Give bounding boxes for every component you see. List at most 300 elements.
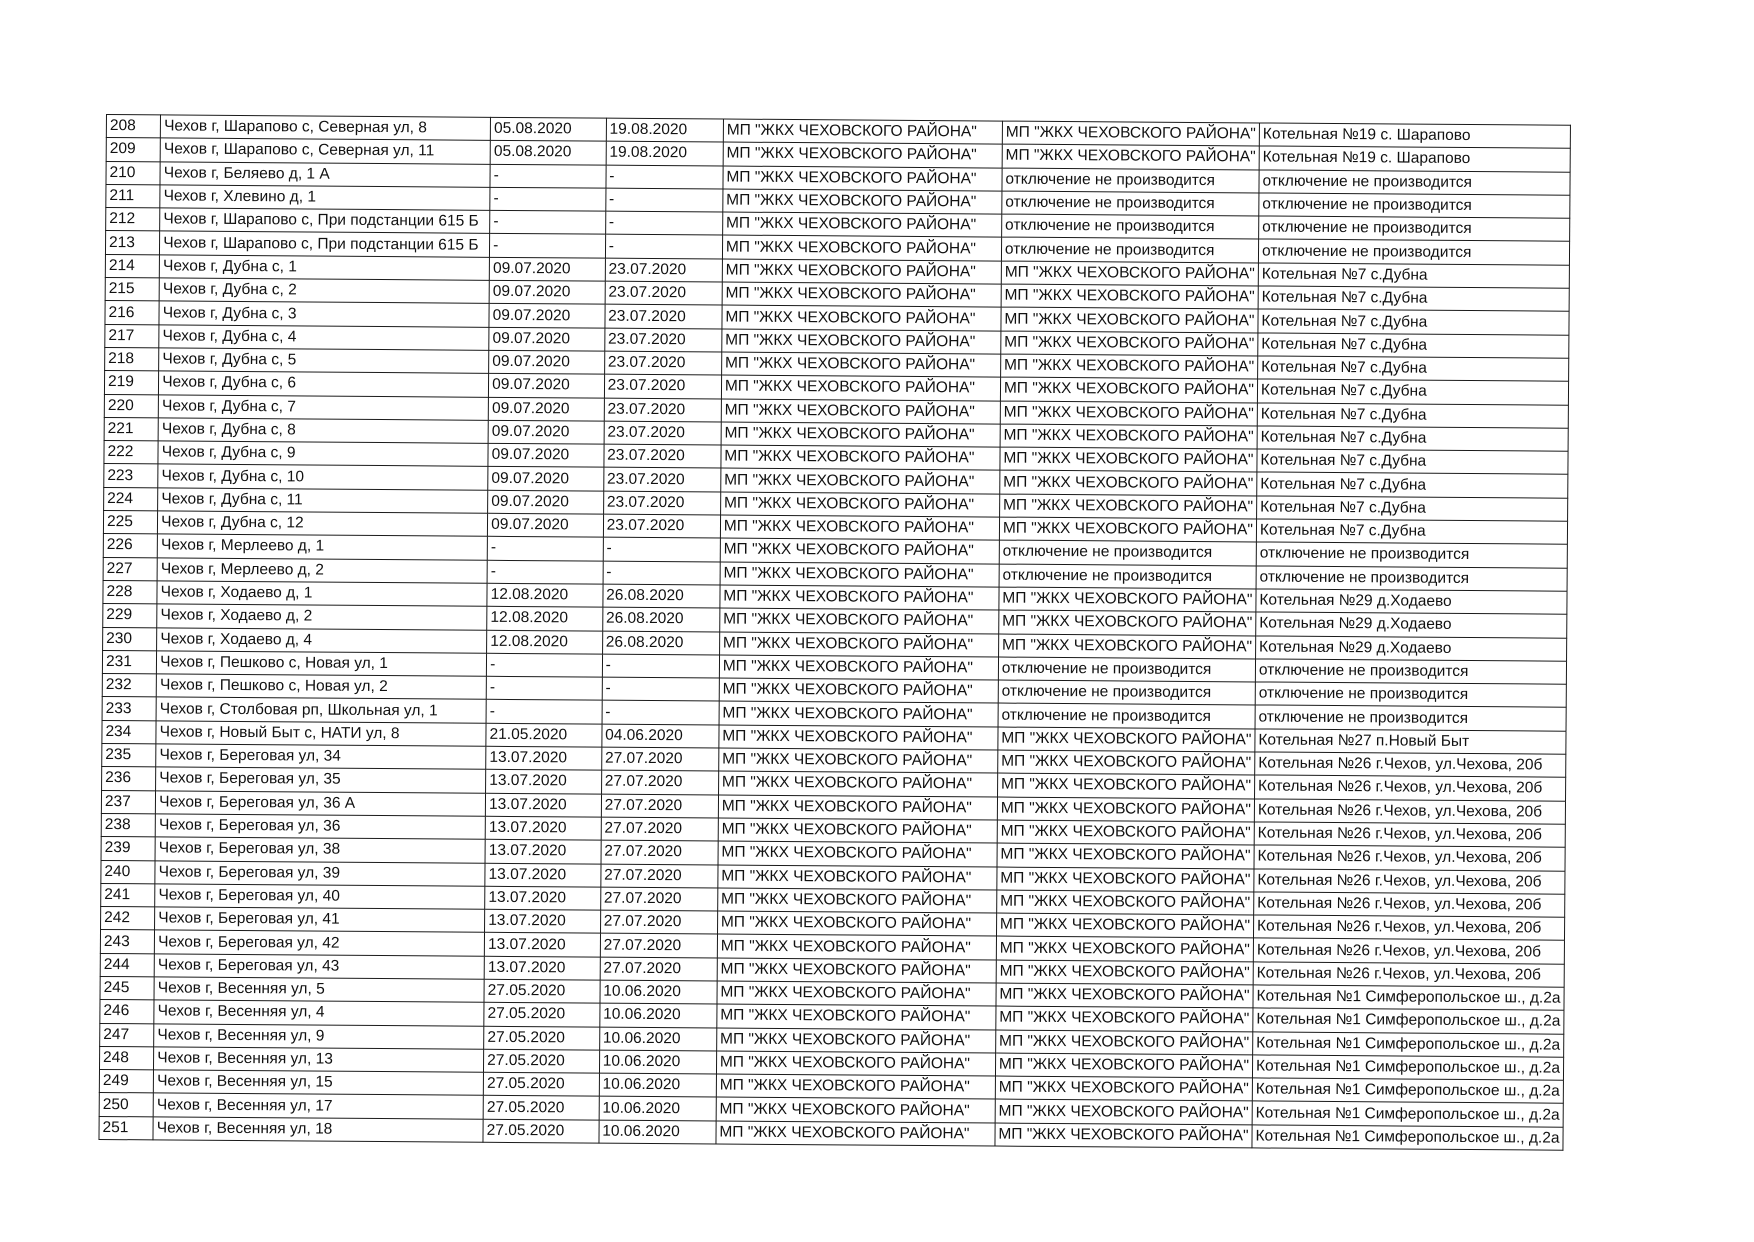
end-date-cell: 26.08.2020 (602, 631, 719, 655)
end-date-cell: 27.07.2020 (601, 817, 718, 841)
organization-cell: МП "ЖКХ ЧЕХОВСКОГО РАЙОНА" (718, 795, 997, 820)
end-date-cell: 10.06.2020 (599, 1120, 716, 1144)
boiler-house-cell: Котельная №1 Симферопольское ш., д.2а (1253, 985, 1564, 1011)
start-date-cell: 27.05.2020 (484, 1049, 600, 1073)
supplier-cell: МП "ЖКХ ЧЕХОВСКОГО РАЙОНА" (999, 517, 1256, 542)
start-date-cell: 27.05.2020 (483, 1072, 599, 1096)
start-date-cell: - (487, 537, 603, 561)
row-number-cell: 232 (102, 674, 156, 698)
row-number-cell: 231 (102, 650, 156, 674)
organization-cell: МП "ЖКХ ЧЕХОВСКОГО РАЙОНА" (720, 608, 999, 633)
end-date-cell: 27.07.2020 (601, 747, 718, 771)
end-date-cell: 23.07.2020 (604, 328, 721, 352)
organization-cell: МП "ЖКХ ЧЕХОВСКОГО РАЙОНА" (722, 329, 1001, 354)
end-date-cell: 26.08.2020 (603, 584, 720, 608)
boiler-house-cell: отключение не производится (1255, 659, 1566, 685)
boiler-house-cell: отключение не производится (1255, 682, 1566, 708)
address-cell: Чехов г, Весенняя ул, 17 (153, 1093, 483, 1119)
organization-cell: МП "ЖКХ ЧЕХОВСКОГО РАЙОНА" (718, 841, 997, 866)
supplier-cell: МП "ЖКХ ЧЕХОВСКОГО РАЙОНА" (999, 587, 1256, 612)
organization-cell: МП "ЖКХ ЧЕХОВСКОГО РАЙОНА" (721, 422, 1000, 447)
row-number-cell: 236 (102, 767, 156, 791)
address-cell: Чехов г, Дубна с, 5 (159, 348, 489, 374)
start-date-cell: 13.07.2020 (486, 746, 602, 770)
document-sheet (98, 114, 1570, 1150)
address-cell: Чехов г, Дубна с, 10 (158, 464, 488, 490)
address-cell: Чехов г, Береговая ул, 42 (155, 930, 485, 956)
row-number-cell: 222 (104, 441, 158, 465)
organization-cell: МП "ЖКХ ЧЕХОВСКОГО РАЙОНА" (720, 585, 999, 610)
boiler-house-cell: Котельная №1 Симферопольское ш., д.2а (1252, 1055, 1563, 1081)
start-date-cell: 13.07.2020 (484, 956, 600, 980)
address-cell: Чехов г, Дубна с, 7 (158, 394, 488, 420)
start-date-cell: - (487, 653, 603, 677)
address-cell: Чехов г, Ходаево д, 2 (157, 604, 487, 630)
row-number-cell: 219 (104, 371, 158, 395)
start-date-cell: 13.07.2020 (485, 863, 601, 887)
start-date-cell: 12.08.2020 (487, 583, 603, 607)
boiler-house-cell: отключение не производится (1258, 239, 1569, 265)
row-number-cell: 228 (103, 580, 157, 604)
supplier-cell: МП "ЖКХ ЧЕХОВСКОГО РАЙОНА" (998, 750, 1255, 775)
end-date-cell: 27.07.2020 (600, 887, 717, 911)
organization-cell: МП "ЖКХ ЧЕХОВСКОГО РАЙОНА" (721, 399, 1000, 424)
end-date-cell: 10.06.2020 (599, 1050, 716, 1074)
supplier-cell: МП "ЖКХ ЧЕХОВСКОГО РАЙОНА" (1001, 284, 1258, 309)
organization-cell: МП "ЖКХ ЧЕХОВСКОГО РАЙОНА" (723, 166, 1002, 191)
start-date-cell: 09.07.2020 (488, 397, 604, 421)
organization-cell: МП "ЖКХ ЧЕХОВСКОГО РАЙОНА" (718, 888, 997, 913)
supplier-cell: МП "ЖКХ ЧЕХОВСКОГО РАЙОНА" (1000, 354, 1257, 379)
address-cell: Чехов г, Шарапово с, Северная ул, 11 (160, 138, 490, 164)
supplier-cell: МП "ЖКХ ЧЕХОВСКОГО РАЙОНА" (996, 960, 1253, 985)
end-date-cell: 26.08.2020 (602, 607, 719, 631)
organization-cell: МП "ЖКХ ЧЕХОВСКОГО РАЙОНА" (720, 538, 999, 563)
start-date-cell: 09.07.2020 (488, 420, 604, 444)
supplier-cell: МП "ЖКХ ЧЕХОВСКОГО РАЙОНА" (997, 890, 1254, 915)
start-date-cell: 09.07.2020 (488, 467, 604, 491)
organization-cell: МП "ЖКХ ЧЕХОВСКОГО РАЙОНА" (722, 236, 1001, 261)
start-date-cell: 09.07.2020 (489, 374, 605, 398)
supplier-cell: МП "ЖКХ ЧЕХОВСКОГО РАЙОНА" (996, 913, 1253, 938)
end-date-cell: - (602, 701, 719, 725)
outage-table (98, 114, 1570, 1151)
boiler-house-cell: Котельная №7 с.Дубна (1257, 403, 1568, 429)
start-date-cell: - (486, 700, 602, 724)
supplier-cell: МП "ЖКХ ЧЕХОВСКОГО РАЙОНА" (997, 773, 1254, 798)
start-date-cell: - (490, 234, 606, 258)
start-date-cell: 27.05.2020 (483, 1119, 599, 1143)
supplier-cell: отключение не производится (999, 540, 1256, 565)
row-number-cell: 246 (100, 1000, 154, 1024)
address-cell: Чехов г, Дубна с, 2 (159, 278, 489, 304)
start-date-cell: 13.07.2020 (484, 933, 600, 957)
end-date-cell: 27.07.2020 (601, 840, 718, 864)
organization-cell: МП "ЖКХ ЧЕХОВСКОГО РАЙОНА" (720, 515, 999, 540)
boiler-house-cell: Котельная №26 г.Чехов, ул.Чехова, 20б (1254, 799, 1565, 825)
organization-cell: МП "ЖКХ ЧЕХОВСКОГО РАЙОНА" (719, 655, 998, 680)
address-cell: Чехов г, Дубна с, 11 (158, 488, 488, 514)
boiler-house-cell: Котельная №29 д.Ходаево (1256, 589, 1567, 615)
supplier-cell: МП "ЖКХ ЧЕХОВСКОГО РАЙОНА" (995, 1053, 1252, 1078)
start-date-cell: 27.05.2020 (483, 1096, 599, 1120)
row-number-cell: 243 (100, 930, 154, 954)
row-number-cell: 216 (105, 301, 159, 325)
boiler-house-cell: Котельная №27 п.Новый Быт (1255, 729, 1566, 755)
start-date-cell: - (490, 164, 606, 188)
boiler-house-cell: отключение не производится (1259, 216, 1570, 242)
organization-cell: МП "ЖКХ ЧЕХОВСКОГО РАЙОНА" (717, 958, 996, 983)
end-date-cell: 23.07.2020 (603, 514, 720, 538)
row-number-cell: 237 (101, 790, 155, 814)
start-date-cell: 27.05.2020 (484, 979, 600, 1003)
end-date-cell: 10.06.2020 (600, 980, 717, 1004)
end-date-cell: 27.07.2020 (600, 910, 717, 934)
end-date-cell: 10.06.2020 (599, 1027, 716, 1051)
end-date-cell: 27.07.2020 (600, 934, 717, 958)
start-date-cell: 13.07.2020 (485, 816, 601, 840)
address-cell: Чехов г, Береговая ул, 39 (155, 860, 485, 886)
organization-cell: МП "ЖКХ ЧЕХОВСКОГО РАЙОНА" (723, 142, 1002, 167)
end-date-cell: 23.07.2020 (604, 398, 721, 422)
address-cell: Чехов г, Весенняя ул, 13 (154, 1047, 484, 1073)
address-cell: Чехов г, Весенняя ул, 15 (154, 1070, 484, 1096)
end-date-cell: 19.08.2020 (606, 141, 723, 165)
start-date-cell: 09.07.2020 (489, 350, 605, 374)
row-number-cell: 230 (103, 627, 157, 651)
address-cell: Чехов г, Весенняя ул, 4 (154, 1000, 484, 1026)
start-date-cell: 09.07.2020 (489, 257, 605, 281)
boiler-house-cell: Котельная №7 с.Дубна (1258, 263, 1569, 289)
organization-cell: МП "ЖКХ ЧЕХОВСКОГО РАЙОНА" (717, 934, 996, 959)
supplier-cell: МП "ЖКХ ЧЕХОВСКОГО РАЙОНА" (998, 634, 1255, 659)
supplier-cell: МП "ЖКХ ЧЕХОВСКОГО РАЙОНА" (1000, 377, 1257, 402)
organization-cell: МП "ЖКХ ЧЕХОВСКОГО РАЙОНА" (721, 468, 1000, 493)
supplier-cell: МП "ЖКХ ЧЕХОВСКОГО РАЙОНА" (997, 820, 1254, 845)
boiler-house-cell: Котельная №7 с.Дубна (1258, 286, 1569, 312)
row-number-cell: 224 (104, 487, 158, 511)
boiler-house-cell: Котельная №7 с.Дубна (1258, 333, 1569, 359)
row-number-cell: 250 (99, 1093, 153, 1117)
row-number-cell: 208 (106, 115, 160, 139)
row-number-cell: 245 (100, 976, 154, 1000)
boiler-house-cell: отключение не производится (1259, 170, 1570, 196)
address-cell: Чехов г, Мерлеево д, 1 (157, 534, 487, 560)
row-number-cell: 240 (101, 860, 155, 884)
organization-cell: МП "ЖКХ ЧЕХОВСКОГО РАЙОНА" (721, 445, 1000, 470)
supplier-cell: МП "ЖКХ ЧЕХОВСКОГО РАЙОНА" (996, 1030, 1253, 1055)
row-number-cell: 251 (99, 1116, 153, 1140)
supplier-cell: отключение не производится (998, 703, 1255, 728)
start-date-cell: - (490, 211, 606, 235)
organization-cell: МП "ЖКХ ЧЕХОВСКОГО РАЙОНА" (716, 1121, 995, 1146)
end-date-cell: 23.07.2020 (605, 258, 722, 282)
address-cell: Чехов г, Беляево д, 1 А (160, 161, 490, 187)
row-number-cell: 238 (101, 813, 155, 837)
supplier-cell: отключение не производится (998, 680, 1255, 705)
boiler-house-cell: отключение не производится (1255, 705, 1566, 731)
address-cell: Чехов г, Хлевино д, 1 (160, 185, 490, 211)
end-date-cell: 23.07.2020 (603, 468, 720, 492)
organization-cell: МП "ЖКХ ЧЕХОВСКОГО РАЙОНА" (716, 1097, 995, 1122)
address-cell: Чехов г, Береговая ул, 36 А (156, 790, 486, 816)
start-date-cell: 09.07.2020 (488, 513, 604, 537)
address-cell: Чехов г, Весенняя ул, 5 (154, 977, 484, 1003)
row-number-cell: 227 (103, 557, 157, 581)
end-date-cell: 10.06.2020 (599, 1097, 716, 1121)
end-date-cell: - (606, 165, 723, 189)
end-date-cell: - (605, 211, 722, 235)
address-cell: Чехов г, Береговая ул, 43 (154, 954, 484, 980)
start-date-cell: 27.05.2020 (484, 1003, 600, 1027)
start-date-cell: 27.05.2020 (484, 1026, 600, 1050)
supplier-cell: МП "ЖКХ ЧЕХОВСКОГО РАЙОНА" (1000, 401, 1257, 426)
address-cell: Чехов г, Береговая ул, 40 (155, 884, 485, 910)
boiler-house-cell: Котельная №1 Симферопольское ш., д.2а (1252, 1078, 1563, 1104)
boiler-house-cell: Котельная №19 с. Шарапово (1259, 146, 1570, 172)
organization-cell: МП "ЖКХ ЧЕХОВСКОГО РАЙОНА" (717, 1004, 996, 1029)
row-number-cell: 235 (102, 744, 156, 768)
boiler-house-cell: Котельная №26 г.Чехов, ул.Чехова, 20б (1253, 938, 1564, 964)
organization-cell: МП "ЖКХ ЧЕХОВСКОГО РАЙОНА" (723, 119, 1002, 144)
organization-cell: МП "ЖКХ ЧЕХОВСКОГО РАЙОНА" (720, 492, 999, 517)
end-date-cell: 27.07.2020 (600, 957, 717, 981)
end-date-cell: 10.06.2020 (600, 1003, 717, 1027)
boiler-house-cell: Котельная №7 с.Дубна (1257, 379, 1568, 405)
supplier-cell: отключение не производится (1001, 238, 1258, 263)
address-cell: Чехов г, Мерлеево д, 2 (157, 558, 487, 584)
boiler-house-cell: Котельная №1 Симферопольское ш., д.2а (1252, 1125, 1563, 1151)
supplier-cell: МП "ЖКХ ЧЕХОВСКОГО РАЙОНА" (1000, 471, 1257, 496)
address-cell: Чехов г, Новый Быт с, НАТИ ул, 8 (156, 721, 486, 747)
end-date-cell: 27.07.2020 (601, 864, 718, 888)
address-cell: Чехов г, Береговая ул, 34 (156, 744, 486, 770)
supplier-cell: МП "ЖКХ ЧЕХОВСКОГО РАЙОНА" (997, 843, 1254, 868)
boiler-house-cell: Котельная №7 с.Дубна (1257, 426, 1568, 452)
end-date-cell: 23.07.2020 (604, 421, 721, 445)
row-number-cell: 225 (103, 511, 157, 535)
boiler-house-cell: отключение не производится (1256, 566, 1567, 592)
start-date-cell: 13.07.2020 (485, 840, 601, 864)
organization-cell: МП "ЖКХ ЧЕХОВСКОГО РАЙОНА" (720, 562, 999, 587)
row-number-cell: 239 (101, 837, 155, 861)
end-date-cell: 23.07.2020 (603, 491, 720, 515)
boiler-house-cell: Котельная №1 Симферопольское ш., д.2а (1253, 1008, 1564, 1034)
supplier-cell: отключение не производится (999, 564, 1256, 589)
row-number-cell: 248 (99, 1046, 153, 1070)
end-date-cell: 27.07.2020 (601, 770, 718, 794)
supplier-cell: МП "ЖКХ ЧЕХОВСКОГО РАЙОНА" (995, 1123, 1252, 1148)
organization-cell: МП "ЖКХ ЧЕХОВСКОГО РАЙОНА" (722, 212, 1001, 237)
boiler-house-cell: отключение не производится (1259, 193, 1570, 219)
organization-cell: МП "ЖКХ ЧЕХОВСКОГО РАЙОНА" (719, 701, 998, 726)
address-cell: Чехов г, Дубна с, 4 (159, 325, 489, 351)
start-date-cell: 09.07.2020 (489, 280, 605, 304)
start-date-cell: 12.08.2020 (487, 630, 603, 654)
end-date-cell: 19.08.2020 (606, 118, 723, 142)
organization-cell: МП "ЖКХ ЧЕХОВСКОГО РАЙОНА" (718, 771, 997, 796)
row-number-cell: 242 (101, 907, 155, 931)
boiler-house-cell: Котельная №26 г.Чехов, ул.Чехова, 20б (1253, 915, 1564, 941)
address-cell: Чехов г, Дубна с, 12 (158, 511, 488, 537)
boiler-house-cell: Котельная №26 г.Чехов, ул.Чехова, 20б (1254, 845, 1565, 871)
start-date-cell: - (490, 187, 606, 211)
boiler-house-cell: Котельная №26 г.Чехов, ул.Чехова, 20б (1254, 868, 1565, 894)
end-date-cell: - (602, 677, 719, 701)
start-date-cell: 09.07.2020 (488, 443, 604, 467)
start-date-cell: - (486, 676, 602, 700)
organization-cell: МП "ЖКХ ЧЕХОВСКОГО РАЙОНА" (719, 748, 998, 773)
end-date-cell: - (605, 188, 722, 212)
row-number-cell: 221 (104, 417, 158, 441)
end-date-cell: 23.07.2020 (605, 305, 722, 329)
organization-cell: МП "ЖКХ ЧЕХОВСКОГО РАЙОНА" (717, 911, 996, 936)
start-date-cell: - (487, 560, 603, 584)
organization-cell: МП "ЖКХ ЧЕХОВСКОГО РАЙОНА" (717, 981, 996, 1006)
end-date-cell: 23.07.2020 (604, 444, 721, 468)
start-date-cell: 12.08.2020 (487, 607, 603, 631)
address-cell: Чехов г, Столбовая рп, Школьная ул, 1 (156, 697, 486, 723)
start-date-cell: 21.05.2020 (486, 723, 602, 747)
start-date-cell: 09.07.2020 (489, 327, 605, 351)
boiler-house-cell: Котельная №26 г.Чехов, ул.Чехова, 20б (1254, 775, 1565, 801)
boiler-house-cell: Котельная №7 с.Дубна (1257, 472, 1568, 498)
boiler-house-cell: Котельная №7 с.Дубна (1258, 356, 1569, 382)
start-date-cell: 13.07.2020 (485, 886, 601, 910)
supplier-cell: МП "ЖКХ ЧЕХОВСКОГО РАЙОНА" (999, 610, 1256, 635)
supplier-cell: МП "ЖКХ ЧЕХОВСКОГО РАЙОНА" (1001, 331, 1258, 356)
organization-cell: МП "ЖКХ ЧЕХОВСКОГО РАЙОНА" (719, 632, 998, 657)
address-cell: Чехов г, Пешково с, Новая ул, 2 (156, 674, 486, 700)
row-number-cell: 233 (102, 697, 156, 721)
row-number-cell: 247 (100, 1023, 154, 1047)
row-number-cell: 249 (99, 1070, 153, 1094)
address-cell: Чехов г, Весенняя ул, 9 (154, 1023, 484, 1049)
address-cell: Чехов г, Шарапово с, При подстанции 615 Б (160, 208, 490, 234)
organization-cell: МП "ЖКХ ЧЕХОВСКОГО РАЙОНА" (716, 1051, 995, 1076)
address-cell: Чехов г, Дубна с, 8 (158, 418, 488, 444)
address-cell: Чехов г, Береговая ул, 35 (156, 767, 486, 793)
supplier-cell: МП "ЖКХ ЧЕХОВСКОГО РАЙОНА" (1001, 307, 1258, 332)
address-cell: Чехов г, Дубна с, 9 (158, 441, 488, 467)
supplier-cell: МП "ЖКХ ЧЕХОВСКОГО РАЙОНА" (1002, 144, 1259, 169)
boiler-house-cell: Котельная №26 г.Чехов, ул.Чехова, 20б (1255, 752, 1566, 778)
supplier-cell: отключение не производится (1002, 191, 1259, 216)
organization-cell: МП "ЖКХ ЧЕХОВСКОГО РАЙОНА" (721, 375, 1000, 400)
start-date-cell: 05.08.2020 (490, 117, 606, 141)
organization-cell: МП "ЖКХ ЧЕХОВСКОГО РАЙОНА" (719, 678, 998, 703)
boiler-house-cell: Котельная №26 г.Чехов, ул.Чехова, 20б (1254, 822, 1565, 848)
organization-cell: МП "ЖКХ ЧЕХОВСКОГО РАЙОНА" (721, 352, 1000, 377)
boiler-house-cell: Котельная №7 с.Дубна (1256, 519, 1567, 545)
start-date-cell: 13.07.2020 (486, 770, 602, 794)
boiler-house-cell: Котельная №29 д.Ходаево (1255, 635, 1566, 661)
end-date-cell: - (605, 235, 722, 259)
organization-cell: МП "ЖКХ ЧЕХОВСКОГО РАЙОНА" (718, 865, 997, 890)
start-date-cell: 09.07.2020 (488, 490, 604, 514)
supplier-cell: МП "ЖКХ ЧЕХОВСКОГО РАЙОНА" (998, 727, 1255, 752)
supplier-cell: МП "ЖКХ ЧЕХОВСКОГО РАЙОНА" (996, 936, 1253, 961)
end-date-cell: 23.07.2020 (605, 281, 722, 305)
row-number-cell: 229 (103, 604, 157, 628)
organization-cell: МП "ЖКХ ЧЕХОВСКОГО РАЙОНА" (722, 259, 1001, 284)
start-date-cell: 09.07.2020 (489, 304, 605, 328)
supplier-cell: МП "ЖКХ ЧЕХОВСКОГО РАЙОНА" (1002, 121, 1259, 146)
supplier-cell: МП "ЖКХ ЧЕХОВСКОГО РАЙОНА" (995, 1100, 1252, 1125)
supplier-cell: МП "ЖКХ ЧЕХОВСКОГО РАЙОНА" (1000, 424, 1257, 449)
boiler-house-cell: Котельная №1 Симферопольское ш., д.2а (1252, 1101, 1563, 1127)
organization-cell: МП "ЖКХ ЧЕХОВСКОГО РАЙОНА" (716, 1028, 995, 1053)
row-number-cell: 223 (104, 464, 158, 488)
row-number-cell: 220 (104, 394, 158, 418)
row-number-cell: 226 (103, 534, 157, 558)
supplier-cell: МП "ЖКХ ЧЕХОВСКОГО РАЙОНА" (999, 494, 1256, 519)
outage-table-body (99, 115, 1570, 1151)
address-cell: Чехов г, Береговая ул, 36 (155, 814, 485, 840)
boiler-house-cell: Котельная №19 с. Шарапово (1259, 123, 1570, 149)
address-cell: Чехов г, Береговая ул, 38 (155, 837, 485, 863)
row-number-cell: 218 (105, 347, 159, 371)
row-number-cell: 213 (105, 231, 159, 255)
supplier-cell: отключение не производится (998, 657, 1255, 682)
row-number-cell: 217 (105, 324, 159, 348)
end-date-cell: - (603, 537, 720, 561)
address-cell: Чехов г, Береговая ул, 41 (155, 907, 485, 933)
address-cell: Чехов г, Дубна с, 1 (160, 255, 490, 281)
row-number-cell: 212 (106, 208, 160, 232)
row-number-cell: 241 (101, 883, 155, 907)
address-cell: Чехов г, Дубна с, 6 (159, 371, 489, 397)
address-cell: Чехов г, Дубна с, 3 (159, 301, 489, 327)
row-number-cell: 210 (106, 161, 160, 185)
end-date-cell: 04.06.2020 (602, 724, 719, 748)
row-number-cell: 214 (105, 254, 159, 278)
organization-cell: МП "ЖКХ ЧЕХОВСКОГО РАЙОНА" (716, 1074, 995, 1099)
end-date-cell: 23.07.2020 (604, 374, 721, 398)
boiler-house-cell: Котельная №29 д.Ходаево (1256, 612, 1567, 638)
end-date-cell: - (602, 654, 719, 678)
supplier-cell: МП "ЖКХ ЧЕХОВСКОГО РАЙОНА" (1001, 261, 1258, 286)
row-number-cell: 209 (106, 138, 160, 162)
end-date-cell: - (603, 561, 720, 585)
supplier-cell: МП "ЖКХ ЧЕХОВСКОГО РАЙОНА" (1000, 447, 1257, 472)
address-cell: Чехов г, Шарапово с, Северная ул, 8 (161, 115, 491, 141)
address-cell: Чехов г, Весенняя ул, 18 (153, 1117, 483, 1143)
supplier-cell: МП "ЖКХ ЧЕХОВСКОГО РАЙОНА" (996, 983, 1253, 1008)
boiler-house-cell: Котельная №1 Симферопольское ш., д.2а (1253, 1032, 1564, 1058)
address-cell: Чехов г, Ходаево д, 4 (157, 627, 487, 653)
boiler-house-cell: Котельная №26 г.Чехов, ул.Чехова, 20б (1253, 962, 1564, 988)
start-date-cell: 13.07.2020 (485, 793, 601, 817)
end-date-cell: 23.07.2020 (604, 351, 721, 375)
supplier-cell: МП "ЖКХ ЧЕХОВСКОГО РАЙОНА" (996, 1006, 1253, 1031)
row-number-cell: 211 (106, 184, 160, 208)
supplier-cell: МП "ЖКХ ЧЕХОВСКОГО РАЙОНА" (997, 867, 1254, 892)
boiler-house-cell: Котельная №7 с.Дубна (1257, 449, 1568, 475)
organization-cell: МП "ЖКХ ЧЕХОВСКОГО РАЙОНА" (722, 305, 1001, 330)
supplier-cell: МП "ЖКХ ЧЕХОВСКОГО РАЙОНА" (995, 1076, 1252, 1101)
boiler-house-cell: Котельная №7 с.Дубна (1258, 309, 1569, 335)
organization-cell: МП "ЖКХ ЧЕХОВСКОГО РАЙОНА" (722, 282, 1001, 307)
address-cell: Чехов г, Шарапово с, При подстанции 615 Б (160, 231, 490, 257)
end-date-cell: 27.07.2020 (601, 794, 718, 818)
start-date-cell: 13.07.2020 (485, 909, 601, 933)
row-number-cell: 215 (105, 278, 159, 302)
boiler-house-cell: Котельная №7 с.Дубна (1257, 496, 1568, 522)
organization-cell: МП "ЖКХ ЧЕХОВСКОГО РАЙОНА" (723, 189, 1002, 214)
address-cell: Чехов г, Ходаево д, 1 (157, 581, 487, 607)
boiler-house-cell: Котельная №26 г.Чехов, ул.Чехова, 20б (1254, 892, 1565, 918)
